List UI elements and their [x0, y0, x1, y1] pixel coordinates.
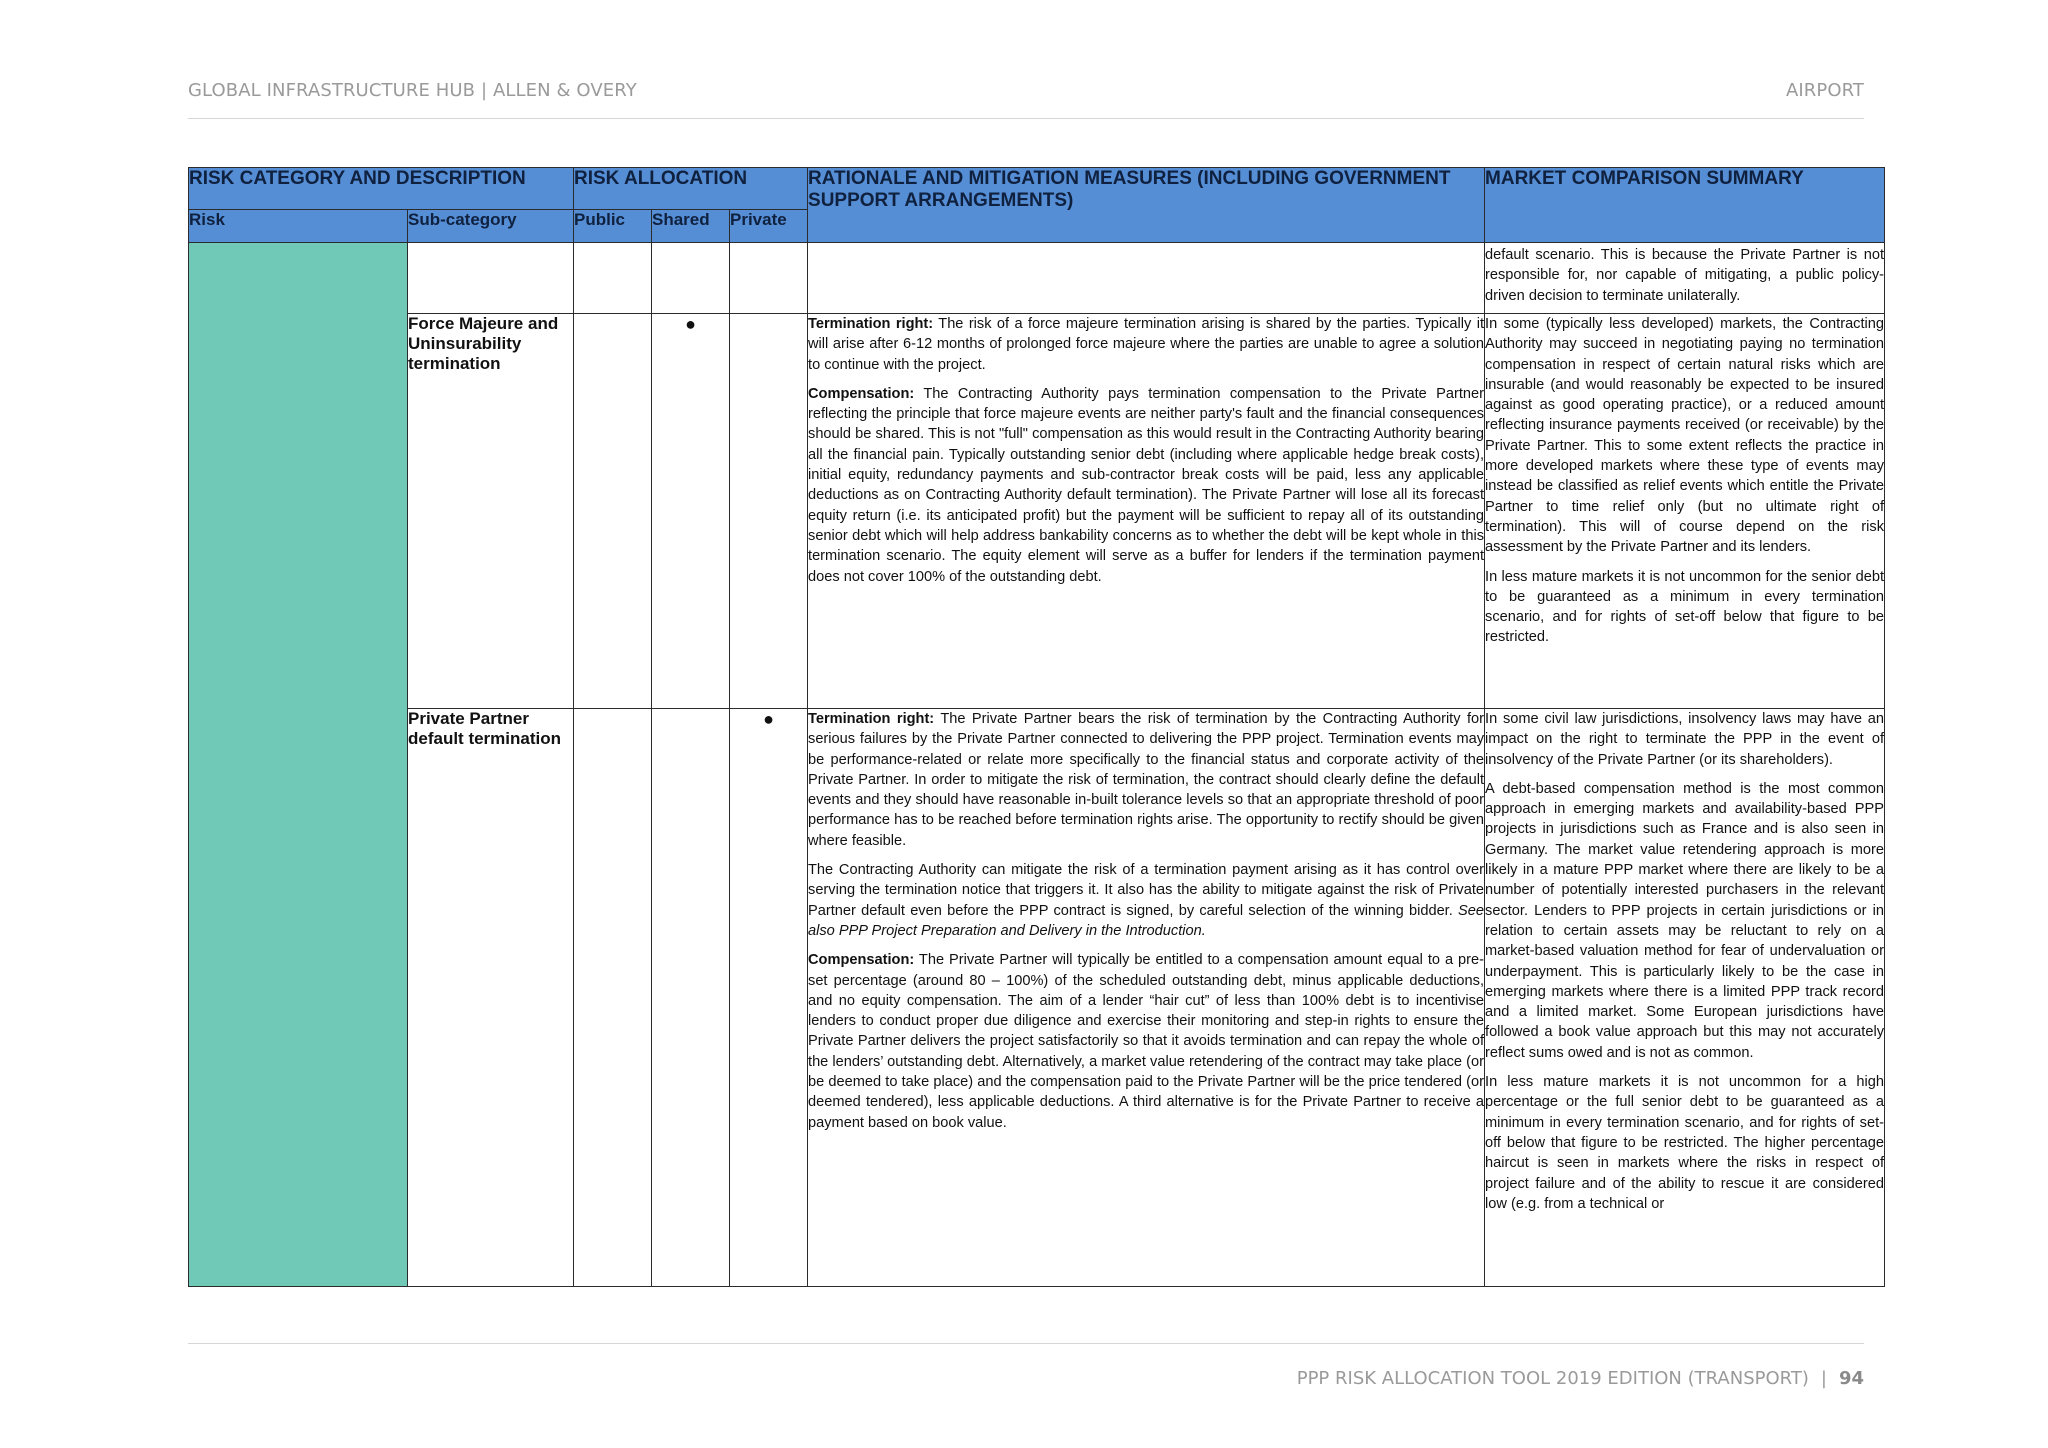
running-header-left: GLOBAL INFRASTRUCTURE HUB | ALLEN & OVERY	[188, 80, 637, 101]
rationale-paragraph	[808, 709, 1484, 851]
page-footer	[188, 1343, 1864, 1404]
market-paragraph: A debt-based compensation method is the most common approach in emerging markets and availability-based PPP projects in jurisdictions such as France and is also seen in Germany. The market value retendering approach is more likely in a mature PPP market where there are likely to be a number of potentially interested purchasers in the relevant sector. Lenders to PPP projects in certain jurisdictions or in relation to certain assets may be reluctant to rely on a market-based valuation method for fear of undervaluation or underpayment. This is particularly likely to be the case in emerging markets where there is a limited PPP track record and a limited market. Some European jurisdictions have followed a book value approach but this may not accurately reflect sums owed and is not as common.	[1485, 780, 1885, 1061]
header-risk-category: RISK CATEGORY AND DESCRIPTION	[189, 168, 574, 210]
public-cell	[574, 243, 652, 314]
page-number: 94	[1838, 1368, 1864, 1389]
paragraph-text: The Private Partner will typically be entitled to a compensation amount equal to a pre-set percentage (around 80 – 100%) of the scheduled outstanding debt, minus applicable deductions, and no equity compensation. The aim of a lender “hair cut” of less than 100% debt is to incentivise lenders to conduct proper due diligence and exercise their monitoring and step-in rights to ensure the Private Partner delivers the project satisfactorily so that it avoids termination and can repay the whole of the lenders’ outstanding debt. Alternatively, a market value retendering of the contract may take place (or be deemed to take place) and the compensation paid to the Private Partner will be the price tendered (or deemed tendered), less applicable deductions. A third alternative is for the Private Partner to receive a payment based on book value.	[808, 952, 1485, 1131]
market-paragraph: In some civil law jurisdictions, insolvency laws may have an impact on the right to terminate the PPP in the event of insolvency of the Private Partner (or its shareholders).	[1485, 711, 1885, 768]
rationale-cell	[808, 314, 1485, 709]
risk-category-cell	[189, 243, 408, 1287]
footer-title: PPP RISK ALLOCATION TOOL 2019 EDITION (TRANSPORT)	[1296, 1368, 1809, 1389]
paragraph-lead: Compensation:	[808, 952, 915, 969]
paragraph-text: The risk of a force majeure termination arising is shared by the parties. Typically it will arise after 6-12 months of prolonged force majeure where the parties are unable to agree a solution to continue with the project.	[808, 316, 1485, 373]
subcategory-cell: Force Majeure and Uninsurability termination	[408, 314, 574, 709]
risk-allocation-table	[188, 167, 1885, 1287]
market-paragraph: In less mature markets it is not uncommon for the senior debt to be guaranteed as a minimum in every termination scenario, and for rights of set-off below that figure to be restricted.	[1485, 568, 1885, 646]
private-cell	[730, 709, 808, 1287]
rationale-paragraph	[808, 384, 1484, 587]
paragraph-text: The Contracting Authority can mitigate the risk of a termination payment arising as it has control over serving the termination notice that triggers it. It also has the ability to mitigate against the risk of Private Partner default even before the PPP contract is signed, by careful selection of the winning bidder.	[808, 862, 1485, 919]
header-shared: Shared	[652, 210, 730, 243]
market-paragraph: In less mature markets it is not uncommon for a high percentage or the full senior debt to be guaranteed as a minimum in every termination scenario, and for rights of set-off below that figure to be restricted. The higher percentage haircut is seen in markets where the risks in respect of project failure and of the ability to rescue it are considered low (e.g. from a technical or	[1485, 1074, 1885, 1212]
footer-text	[1297, 1368, 1864, 1389]
header-market-comparison: MARKET COMPARISON SUMMARY	[1485, 168, 1885, 243]
market-paragraph: default scenario. This is because the Private Partner is not responsible for, nor capable of mitigating, a public policy-driven decision to terminate unilaterally.	[1485, 247, 1885, 304]
subcategory-cell	[408, 243, 574, 314]
public-cell	[574, 314, 652, 709]
allocation-bullet-icon: ●	[685, 314, 696, 334]
subcategory-cell: Private Partner default termination	[408, 709, 574, 1287]
allocation-bullet-icon: ●	[763, 709, 774, 729]
private-cell	[730, 314, 808, 709]
header-risk: Risk	[189, 210, 408, 243]
header-public: Public	[574, 210, 652, 243]
market-paragraph: In some (typically less developed) markets, the Contracting Authority may succeed in negotiating paying no termination compensation in respect of certain natural risks which are insurable (and would reasonably be expected to be insured against as good operating practice), or a reduced amount reflecting insurance payments received (or receivable) by the Private Partner. This to some extent reflects the practice in more developed markets where these type of events may instead be classified as relief events which entitle the Private Partner to time relief only (but no ultimate right of termination). This will of course depend on the risk assessment by the Private Partner and its lenders.	[1485, 316, 1885, 556]
paragraph-text: The Contracting Authority pays termination compensation to the Private Partner reflecting the principle that force majeure events are neither party's fault and the financial consequences should be shared. This is not "full" compensation as this would result in the Contracting Authority bearing all the financial pain. Typically outstanding senior debt (including where applicable hedge break costs), initial equity, redundancy payments and sub-contractor break costs will be paid, less any applicable deductions as on Contracting Authority default termination). The Private Partner will lose all its forecast equity return (i.e. its anticipated profit) but the payment will be sufficient to repay all of its outstanding senior debt which will help address bankability concerns as to whether the debt will be kept whole in this termination scenario. The equity element will serve as a buffer for lenders if the termination payment does not cover 100% of the outstanding debt.	[808, 385, 1485, 585]
table-row	[189, 314, 1885, 709]
paragraph-lead: Compensation:	[808, 385, 915, 402]
header-rationale: RATIONALE AND MITIGATION MEASURES (INCLUDING GOVERNMENT SUPPORT ARRANGEMENTS)	[808, 168, 1485, 243]
header-private: Private	[730, 210, 808, 243]
shared-cell	[652, 314, 730, 709]
market-cell	[1485, 709, 1885, 1287]
shared-cell	[652, 243, 730, 314]
running-header-right: AIRPORT	[1785, 80, 1864, 101]
table-row	[189, 709, 1885, 1287]
footer-separator: |	[1820, 1368, 1827, 1389]
rationale-paragraph	[808, 950, 1484, 1133]
header-subcategory: Sub-category	[408, 210, 574, 243]
table-row	[189, 243, 1885, 314]
market-cell	[1485, 243, 1885, 314]
public-cell	[574, 709, 652, 1287]
shared-cell	[652, 709, 730, 1287]
paragraph-text: The Private Partner bears the risk of termination by the Contracting Authority for serious failures by the Private Partner connected to delivering the PPP project. Termination events may be performance-related or relate more specifically to the financial status and corporate activity of the Private Partner. In order to mitigate the risk of termination, the contract should clearly define the default events and they should have reasonable in-built tolerance levels so that an appropriate threshold of poor performance has to be reached before termination rights arise. The opportunity to rectify should be given where feasible.	[808, 711, 1485, 849]
paragraph-lead: Termination right:	[808, 316, 934, 332]
market-cell	[1485, 314, 1885, 709]
header-risk-allocation: RISK ALLOCATION	[574, 168, 808, 210]
cross-reference: See also PPP Project Preparation and Delivery in the Introduction.	[808, 902, 1485, 939]
rationale-paragraph	[808, 860, 1484, 941]
rationale-paragraph	[808, 314, 1484, 375]
paragraph-lead: Termination right:	[808, 711, 935, 727]
page-header	[188, 76, 1864, 119]
rationale-cell	[808, 243, 1485, 314]
rationale-cell	[808, 709, 1485, 1287]
private-cell	[730, 243, 808, 314]
